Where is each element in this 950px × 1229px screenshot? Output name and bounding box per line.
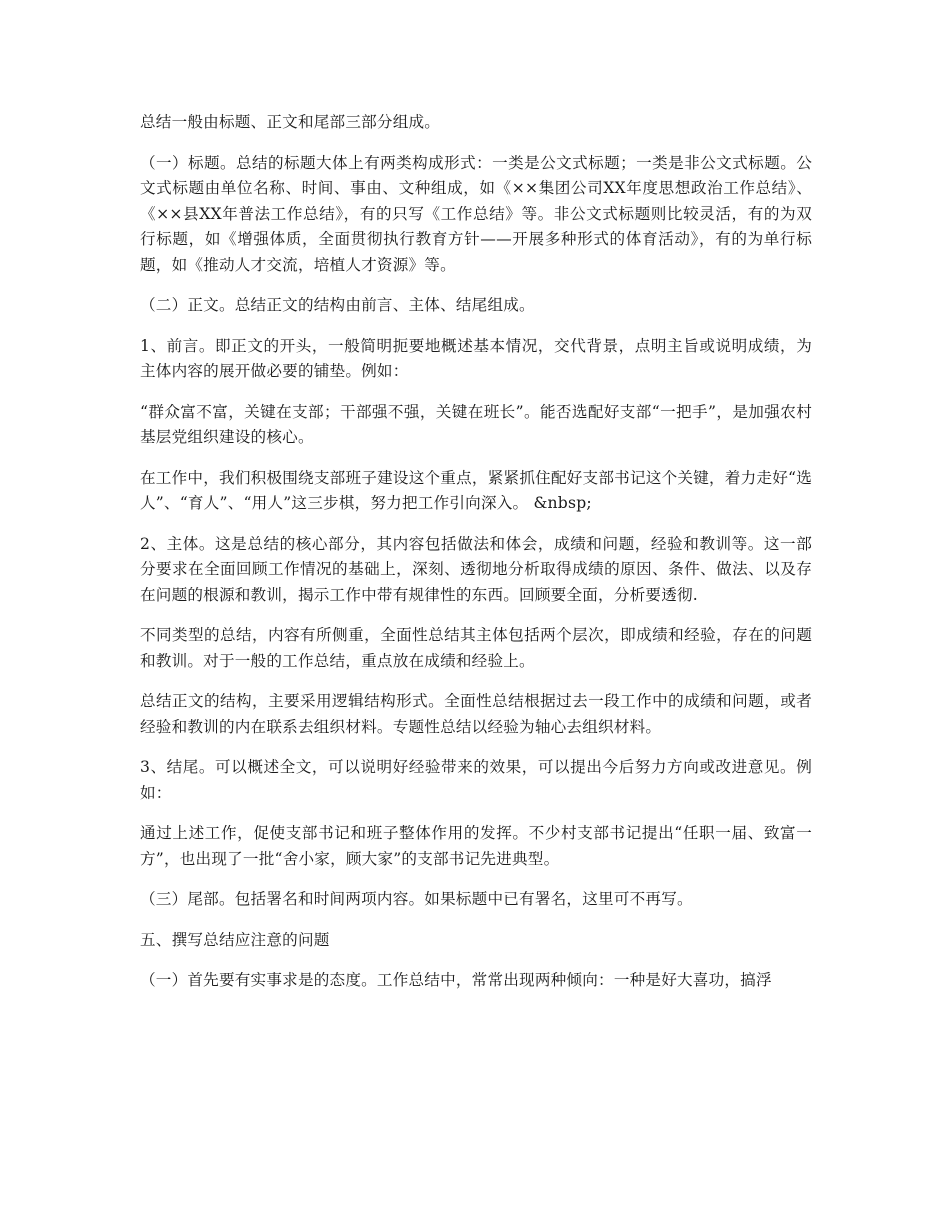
paragraph-attitude: （一）首先要有实事求是的态度。工作总结中，常常出现两种倾向：一种是好大喜功，搞浮: [140, 971, 772, 989]
paragraph-title-section: （一）标题。总结的标题大体上有两类构成形式：一类是公文式标题；一类是非公文式标题。公文式标题由单位名称、时间、事由、文种组成，如《××集团公司XX年度思想政治工作总结》、《××县XX年普法工作总结》，有的只写《工作总结》等。非公文式标题则比较灵活，有的为双行标题，如《增强体质，全面贯彻执行教育方针——开展多种形式的体育活动》，有的为单行标题，如《推动人才交流，培植人才资源》等。: [140, 153, 812, 274]
paragraph-work-example: 在工作中，我们积极围绕支部班子建设这个重点，紧紧抓住配好支部书记这个关键，着力走好“选人”、“育人”、“用人”这三步棋，努力把工作引向深入。 &nbsp;: [140, 468, 812, 512]
paragraph-summary-types: 不同类型的总结，内容有所侧重，全面性总结其主体包括两个层次，即成绩和经验，存在的问题和教训。对于一般的工作总结，重点放在成绩和经验上。: [140, 626, 812, 670]
paragraph-structure: 总结正文的结构，主要采用逻辑结构形式。全面性总结根据过去一段工作中的成绩和问题，或者经验和教训的内在联系去组织材料。专题性总结以经验为轴心去组织材料。: [140, 692, 812, 736]
section-heading-five: 五、撰写总结应注意的问题: [140, 930, 330, 949]
paragraph-body-section: （二）正文。总结正文的结构由前言、主体、结尾组成。: [140, 296, 535, 314]
document-page: [140, 110, 812, 1009]
paragraph-intro: 总结一般由标题、正文和尾部三部分组成。: [140, 113, 441, 131]
paragraph-tail-section: （三）尾部。包括署名和时间两项内容。如果标题中已有署名，这里可不再写。: [140, 890, 693, 908]
paragraph-quote-example: “群众富不富，关键在支部；干部强不强，关键在班长”。能否选配好支部“一把手”，是加强农村基层党组织建设的核心。: [140, 402, 812, 446]
paragraph-main-body: 2、主体。这是总结的核心部分，其内容包括做法和体会，成绩和问题，经验和教训等。这一部分要求在全面回顾工作情况的基础上，深刻、透彻地分析取得成绩的原因、条件、做法、以及存在问题的根源和教训，揭示工作中带有规律性的东西。回顾要全面，分析要透彻.: [140, 534, 812, 604]
paragraph-ending-example: 通过上述工作，促使支部书记和班子整体作用的发挥。不少村支部书记提出“任职一届、致富一方”，也出现了一批“舍小家，顾大家”的支部书记先进典型。: [140, 824, 812, 868]
paragraph-ending: 3、结尾。可以概述全文，可以说明好经验带来的效果，可以提出今后努力方向或改进意见。例如：: [140, 758, 812, 802]
paragraph-preface: 1、前言。即正文的开头，一般简明扼要地概述基本情况，交代背景，点明主旨或说明成绩，为主体内容的展开做必要的铺垫。例如：: [140, 336, 812, 380]
